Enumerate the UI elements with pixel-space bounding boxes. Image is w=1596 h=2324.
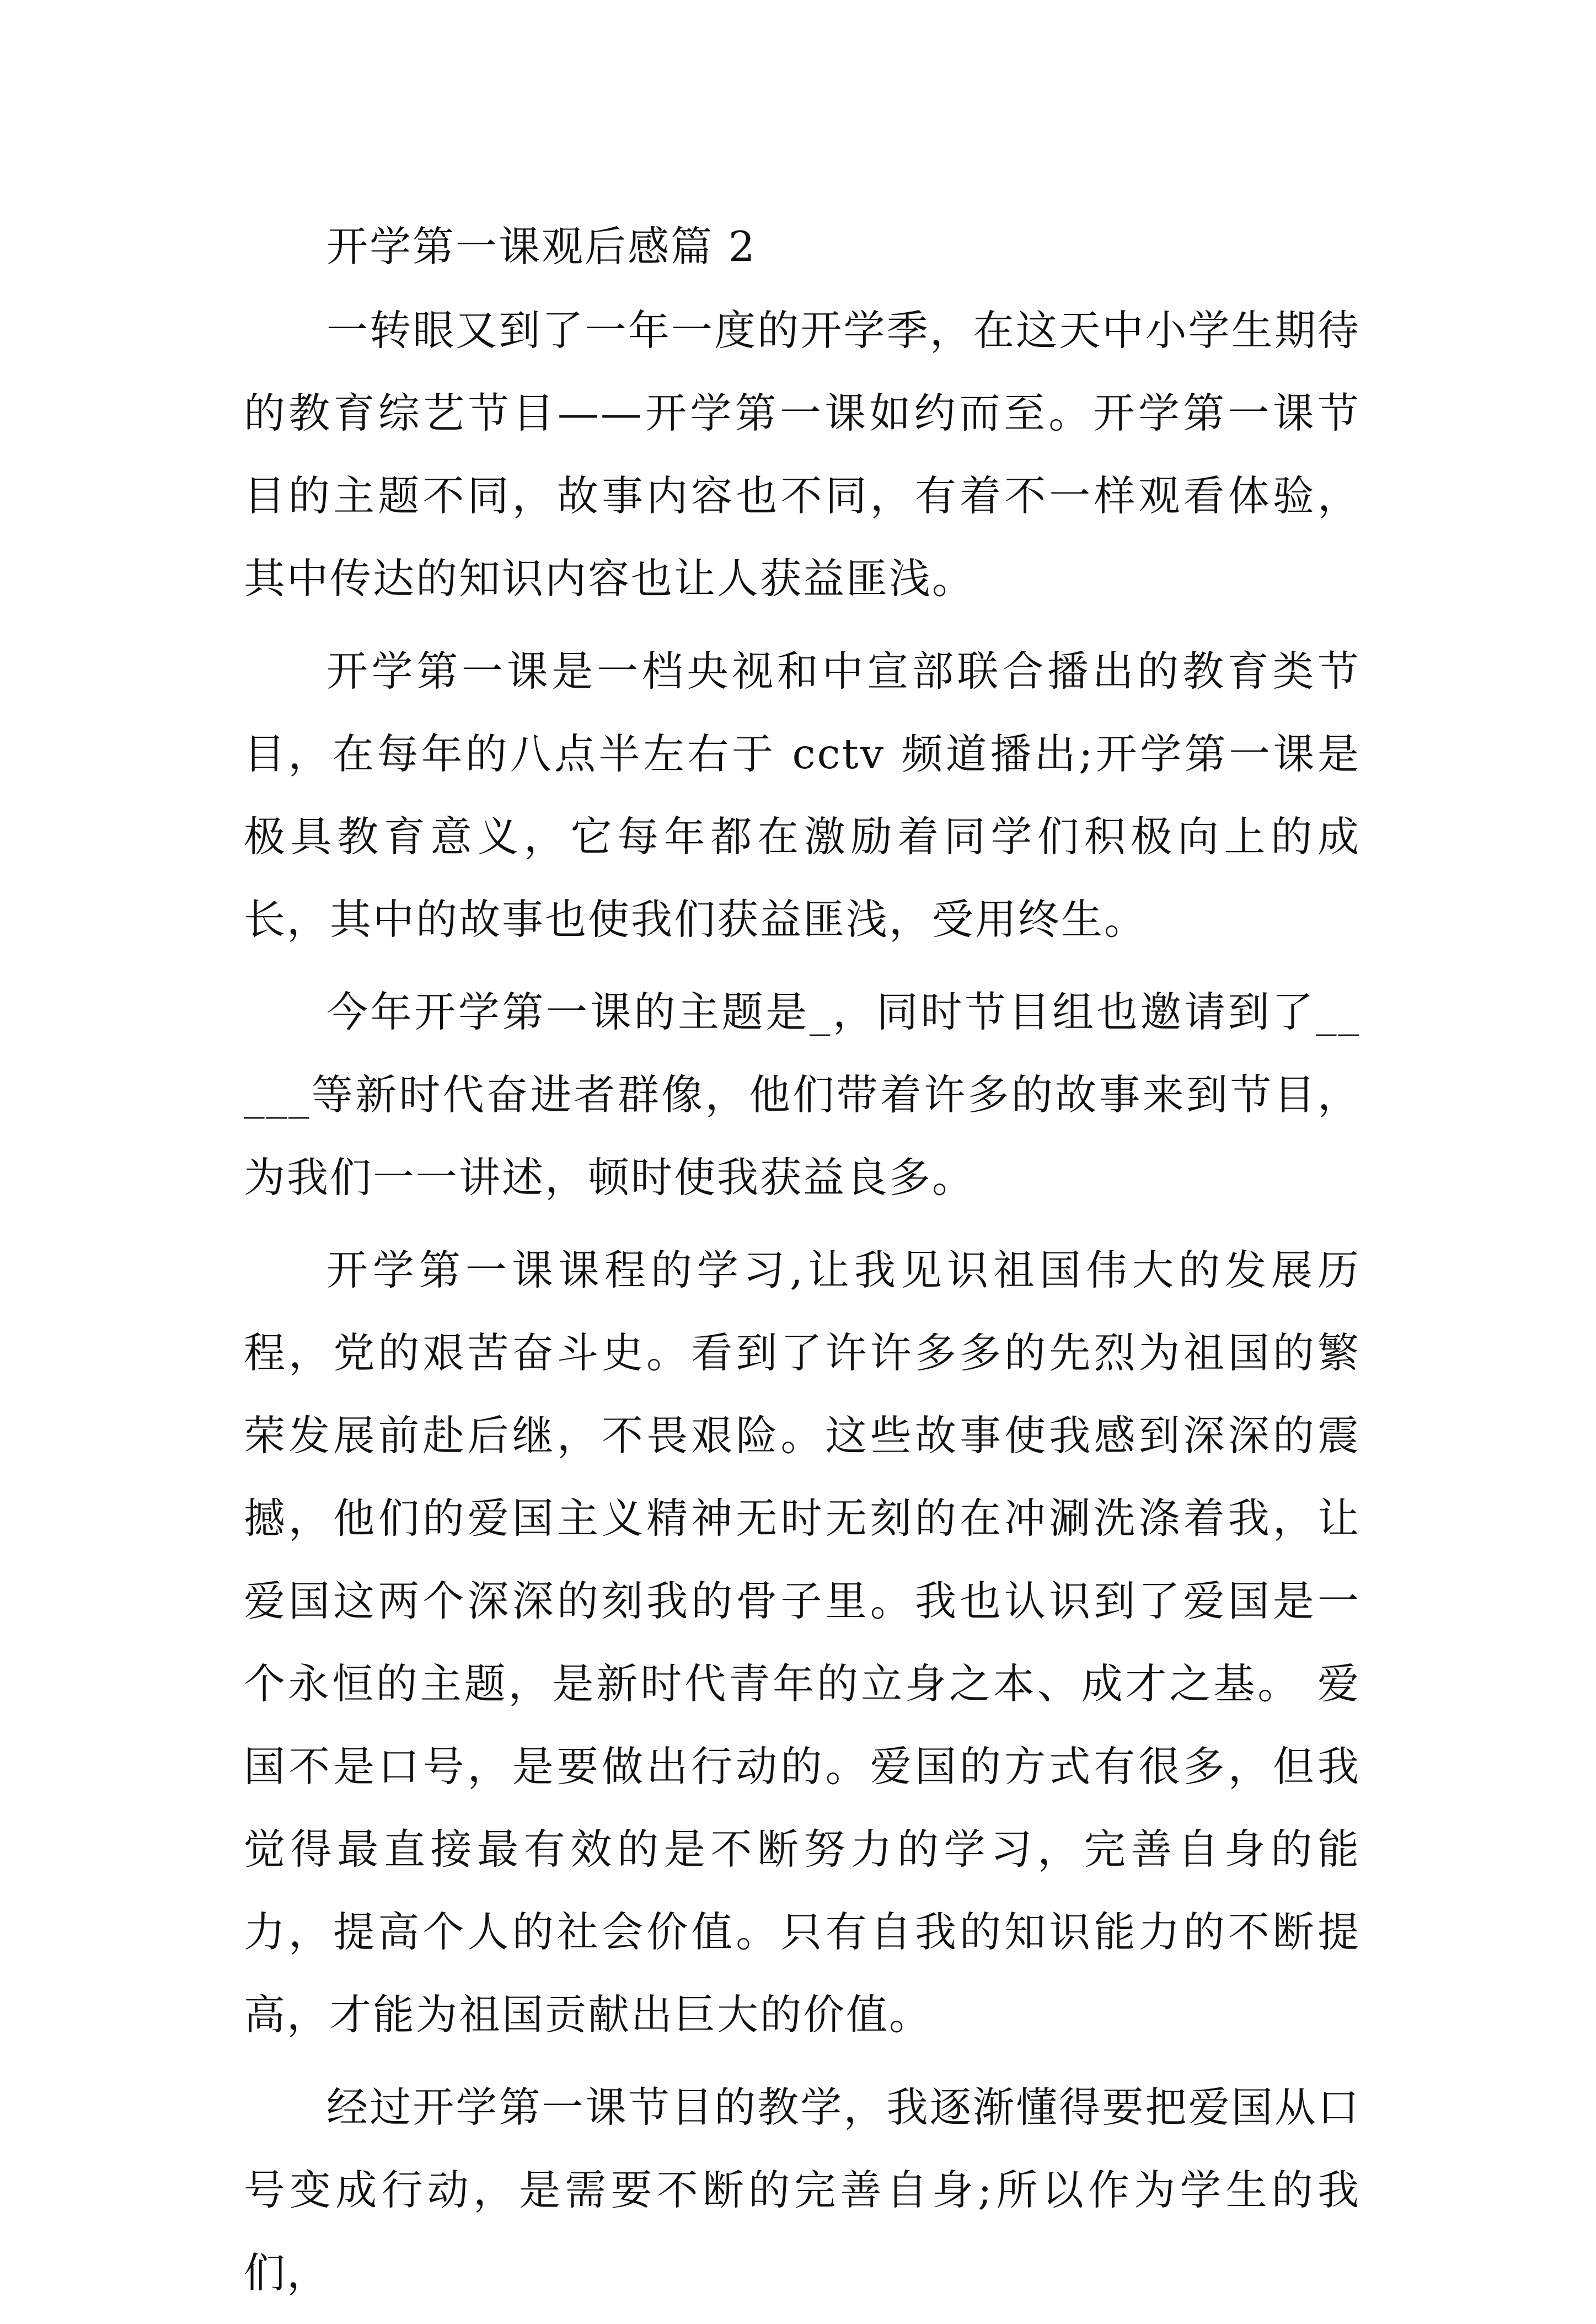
paragraph-1: 一转眼又到了一年一度的开学季，在这天中小学生期待的教育综艺节目——开学第一课如约而至。开学第一课节目的主题不同，故事内容也不同，有着不一样观看体验，其中传达的知识内容也让人获益匪浅。 [244, 306, 1361, 603]
paragraph-5: 经过开学第一课节目的教学，我逐渐懂得要把爱国从口号变成行动，是需要不断的完善自身;所以作为学生的我们， [244, 2083, 1361, 2297]
document-body [244, 205, 1361, 2324]
paragraph-4: 开学第一课课程的学习,让我见识祖国伟大的发展历程，党的艰苦奋斗史。看到了许许多多的先烈为祖国的繁荣发展前赴后继，不畏艰险。这些故事使我感到深深的震撼，他们的爱国主义精神无时无刻的在冲涮洗涤着我，让爱国这两个深深的刻我的骨子里。我也认识到了爱国是一个永恒的主题，是新时代青年的立身之本、成才之基。 爱国不是口号，是要做出行动的。爱国的方式有很多，但我觉得最直接最有效的是不断努力的学习，完善自身的能力，提高个人的社会价值。只有自我的知识能力的不断提高，才能为祖国贡献出巨大的价值。 [244, 1246, 1361, 2039]
paragraph-3: 今年开学第一课的主题是_，同时节目组也邀请到了_____等新时代奋进者群像，他们带着许多的故事来到节目，为我们一一讲述，顿时使我获益良多。 [244, 988, 1361, 1202]
document-title: 开学第一课观后感篇 2 [326, 222, 757, 271]
paragraph-2: 开学第一课是一档央视和中宣部联合播出的教育类节目，在每年的八点半左右于 cctv 频道播出;开学第一课是极具教育意义，它每年都在激励着同学们积极向上的成长，其中的故事也使我们获益匪浅，受用终生。 [244, 647, 1361, 944]
